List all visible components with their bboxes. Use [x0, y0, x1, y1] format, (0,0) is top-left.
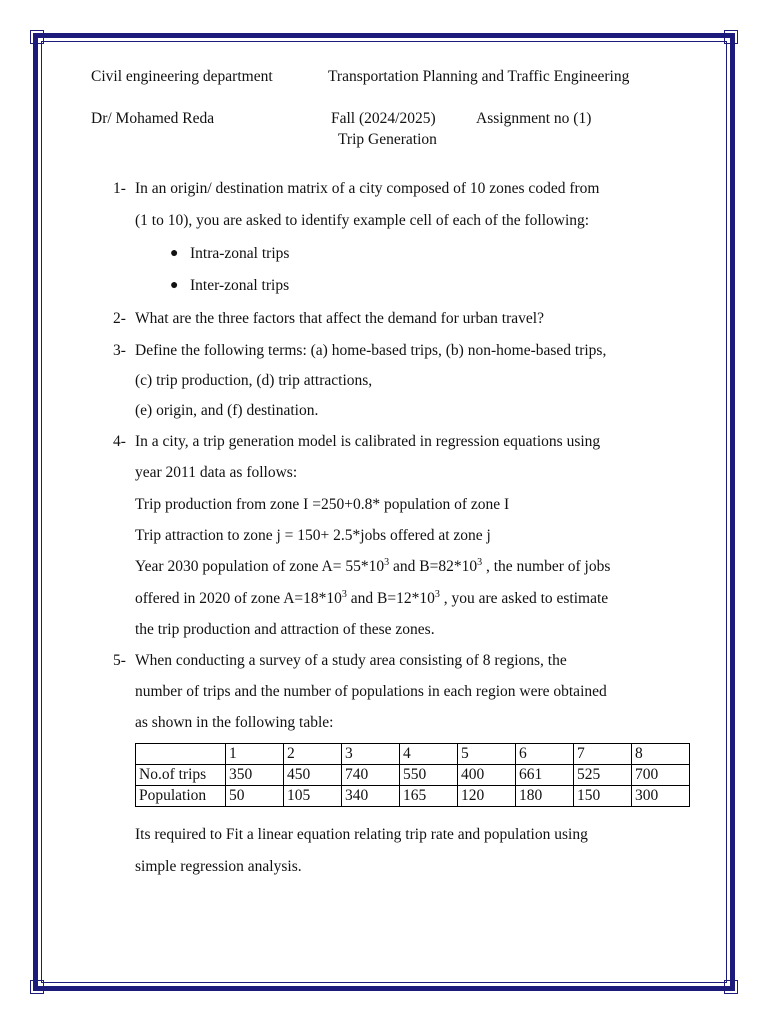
table-header-cell: 4	[400, 744, 458, 765]
question-4-line: offered in 2020 of zone $A=18*10^3$ and $B=12*10^3$ , you are asked to estimate	[135, 589, 609, 607]
question-2-line: What are the three factors that affect the demand for urban travel?	[135, 310, 544, 327]
question-4-line: Year 2030 population of zone $A= 55*10^3$ and $B=82*10^3$ , the number of jobs	[135, 557, 611, 575]
course-title: Transportation Planning and Traffic Engineering	[328, 68, 630, 85]
table-cell: 150	[574, 786, 632, 807]
table-row-label: Population	[136, 786, 226, 807]
question-1-line: (1 to 10), you are asked to identify example cell of each of the following:	[135, 212, 590, 229]
question-4-line: Trip production from zone I =250+0.8* population of zone I	[135, 496, 510, 513]
department-label: Civil engineering department	[91, 68, 273, 85]
question-1-bullet: Inter-zonal trips	[190, 277, 290, 294]
table-cell: 50	[226, 786, 284, 807]
table-header-cell	[136, 744, 226, 765]
table-header-cell: 1	[226, 744, 284, 765]
question-4-line: Trip attraction to zone j = 150+ 2.5*jobs offered at zone j	[135, 527, 491, 544]
question-3-line: (c) trip production, (d) trip attractions,	[135, 372, 373, 389]
question-5-number: 5-	[113, 652, 126, 669]
question-1-number: 1-	[113, 180, 126, 197]
question-1-bullet: Intra-zonal trips	[190, 245, 290, 262]
table-cell: 120	[458, 786, 516, 807]
table-cell: 340	[342, 786, 400, 807]
table-header-cell: 6	[516, 744, 574, 765]
question-5-line: When conducting a survey of a study area consisting of 8 regions, the	[135, 652, 567, 669]
border-corner-bottom-right	[724, 980, 738, 994]
table-cell: 300	[632, 786, 690, 807]
table-cell: 550	[400, 765, 458, 786]
question-5-followup: Its required to Fit a linear equation relating trip rate and population using	[135, 826, 588, 843]
table-header-cell: 3	[342, 744, 400, 765]
border-corner-top-left	[30, 30, 44, 44]
trips-population-table	[135, 743, 690, 807]
question-4-number: 4-	[113, 433, 126, 450]
border-corner-top-right	[724, 30, 738, 44]
semester-label: Fall (2024/2025)	[331, 110, 436, 127]
question-3-line: (e) origin, and (f) destination.	[135, 402, 319, 419]
table-cell: 525	[574, 765, 632, 786]
table-cell: 450	[284, 765, 342, 786]
table-cell: 400	[458, 765, 516, 786]
table-header-cell: 5	[458, 744, 516, 765]
table-row-population	[136, 786, 690, 807]
question-3-line: Define the following terms: (a) home-based trips, (b) non-home-based trips,	[135, 342, 607, 359]
question-5-line: number of trips and the number of populations in each region were obtained	[135, 683, 607, 700]
question-1-line: In an origin/ destination matrix of a city composed of 10 zones coded from	[135, 180, 600, 197]
table-cell: 105	[284, 786, 342, 807]
question-4-line: the trip production and attraction of these zones.	[135, 621, 435, 638]
table-header-cell: 2	[284, 744, 342, 765]
table-header-row	[136, 744, 690, 765]
table-cell: 180	[516, 786, 574, 807]
table-header-cell: 8	[632, 744, 690, 765]
table-cell: 165	[400, 786, 458, 807]
question-4-line: In a city, a trip generation model is calibrated in regression equations using	[135, 433, 601, 450]
table-header-cell: 7	[574, 744, 632, 765]
table-cell: 661	[516, 765, 574, 786]
table-cell: 700	[632, 765, 690, 786]
table-row-label: No.of trips	[136, 765, 226, 786]
question-3-number: 3-	[113, 342, 126, 359]
bullet-icon: ●	[170, 278, 179, 293]
question-5-line: as shown in the following table:	[135, 714, 334, 731]
instructor-name: Dr/ Mohamed Reda	[91, 110, 215, 127]
question-2-number: 2-	[113, 310, 126, 327]
topic-title: Trip Generation	[338, 131, 437, 148]
border-corner-bottom-left	[30, 980, 44, 994]
bullet-icon: ●	[170, 246, 179, 261]
table-row-trips	[136, 765, 690, 786]
assignment-label: Assignment no (1)	[476, 110, 592, 127]
table-cell: 350	[226, 765, 284, 786]
question-4-line: year 2011 data as follows:	[135, 464, 298, 481]
question-5-followup: simple regression analysis.	[135, 858, 302, 875]
table-cell: 740	[342, 765, 400, 786]
